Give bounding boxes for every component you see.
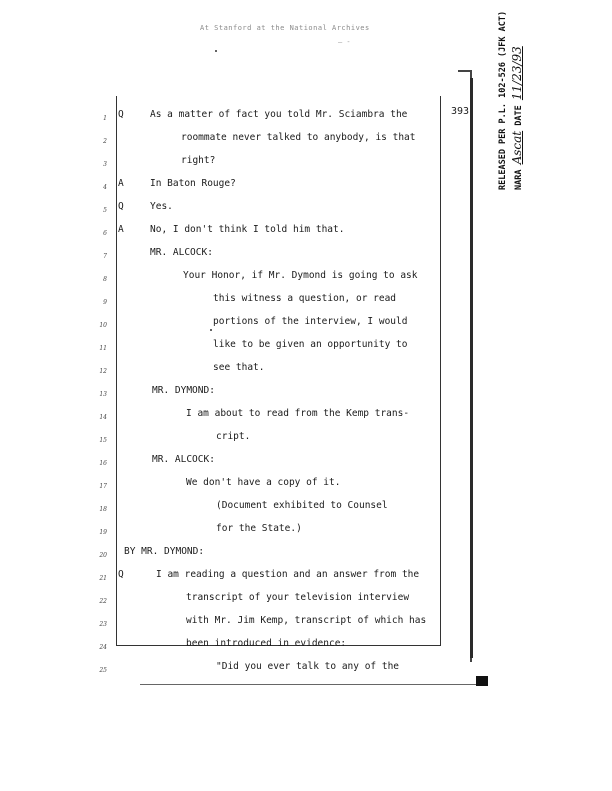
- transcript-line: I am reading a question and an answer from the: [156, 569, 420, 580]
- release-stamp-authority: RELEASED PER P.L. 102-526 (JFK ACT): [498, 10, 508, 190]
- transcript-line: for the State.): [216, 523, 302, 534]
- transcript-line: cript.: [216, 431, 251, 442]
- transcript-line: Your Honor, if Mr. Dymond is going to ask: [183, 270, 418, 281]
- line-number: 23: [99, 621, 107, 628]
- line-number: 14: [99, 414, 107, 421]
- transcript-line: right?: [181, 155, 216, 166]
- line-number: 13: [99, 391, 107, 398]
- line-number: 25: [99, 667, 107, 674]
- release-signature: Ascat: [510, 130, 524, 165]
- page-bracket-edge: [470, 78, 473, 658]
- line-number: 4: [103, 184, 107, 191]
- line-number: 24: [99, 644, 107, 651]
- transcript-line: BY MR. DYMOND:: [124, 546, 205, 557]
- release-stamp-signature-line: [510, 46, 524, 190]
- transcript-line: No, I don't think I told him that.: [150, 224, 345, 235]
- page-number: 393: [451, 106, 470, 117]
- transcript-line: We don't have a copy of it.: [186, 477, 341, 488]
- speaker-marker: Q: [118, 201, 124, 212]
- line-number: 15: [99, 437, 107, 444]
- transcript-line: with Mr. Jim Kemp, transcript of which has: [186, 615, 427, 626]
- line-number: 19: [99, 529, 107, 536]
- line-number: 3: [103, 161, 107, 168]
- speaker-marker: Q: [118, 109, 124, 120]
- line-number: 17: [99, 483, 107, 490]
- transcript-line: In Baton Rouge?: [150, 178, 236, 189]
- line-number: 8: [103, 276, 107, 283]
- line-number: 18: [99, 506, 107, 513]
- transcript-line: I am about to read from the Kemp trans-: [186, 408, 410, 419]
- transcript-line: Yes.: [150, 201, 173, 212]
- line-number: 20: [99, 552, 107, 559]
- release-stamp-nara: NARA: [514, 169, 524, 190]
- line-number: 6: [103, 230, 107, 237]
- transcript-line: MR. ALCOCK:: [150, 247, 213, 258]
- line-number: 11: [99, 345, 107, 352]
- line-number: 21: [99, 575, 107, 582]
- speaker-marker: A: [118, 224, 124, 235]
- header-mark: ‒ ‑: [338, 38, 351, 46]
- line-number: 10: [99, 322, 107, 329]
- line-number: 16: [99, 460, 107, 467]
- transcript-line: transcript of your television interview: [186, 592, 410, 603]
- transcript-line: been introduced in evidence:: [186, 638, 347, 649]
- speaker-marker: A: [118, 178, 124, 189]
- transcript-line: see that.: [213, 362, 265, 373]
- transcript-line: "Did you ever talk to any of the: [216, 661, 400, 672]
- release-date: 11/23/93: [510, 46, 524, 101]
- line-number: 9: [103, 299, 107, 306]
- scan-speck: [210, 329, 212, 331]
- transcript-line: MR. DYMOND:: [152, 385, 215, 396]
- bottom-mark: [476, 676, 488, 686]
- transcript-line: roommate never talked to anybody, is that: [181, 132, 416, 143]
- transcript-line: MR. ALCOCK:: [152, 454, 215, 465]
- transcript-line: (Document exhibited to Counsel: [216, 500, 388, 511]
- line-number: 1: [103, 115, 107, 122]
- line-number: 2: [103, 138, 107, 145]
- speaker-marker: Q: [118, 569, 124, 580]
- scan-speck: [215, 50, 217, 52]
- line-number: 5: [103, 207, 107, 214]
- archive-header-stamp: At Stanford at the National Archives: [200, 24, 370, 32]
- line-number: 22: [99, 598, 107, 605]
- transcript-line: portions of the interview, I would: [213, 316, 408, 327]
- transcript-line: As a matter of fact you told Mr. Sciambra the: [150, 109, 408, 120]
- release-stamp-date-label: DATE: [514, 105, 524, 126]
- transcript-line: this witness a question, or read: [213, 293, 397, 304]
- bottom-rule: [140, 684, 484, 685]
- transcript-line: like to be given an opportunity to: [213, 339, 408, 350]
- line-number: 7: [103, 253, 107, 260]
- line-number: 12: [99, 368, 107, 375]
